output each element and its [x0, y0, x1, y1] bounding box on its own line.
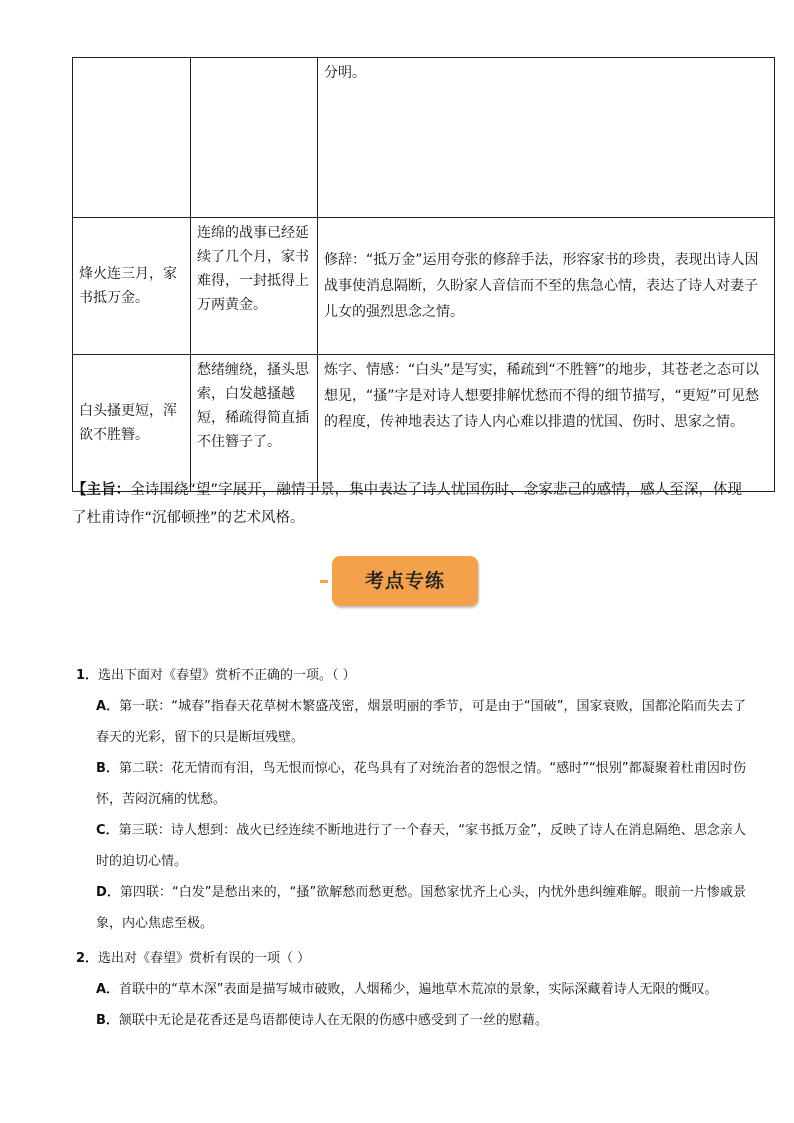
table-cell-analysis: 分明。	[318, 58, 775, 218]
option-text: 颔联中无论是花香还是鸟语都使诗人在无限的伤感中感受到了一丝的慰藉。	[118, 1013, 548, 1028]
table-row	[73, 58, 775, 218]
question-text: 选出下面对《春望》赏析不正确的一项。（ ）	[98, 668, 356, 683]
table-cell-line	[73, 58, 191, 218]
poem-analysis-table	[72, 57, 775, 492]
option-letter: A．	[96, 699, 120, 714]
option-text: 首联中的“草木深”表面是描写城市破败，人烟稀少，遍地草木荒凉的景象，实际深藏着诗人无限的慨叹。	[119, 982, 718, 997]
table-cell-line: 烽火连三月，家书抵万金。	[73, 218, 191, 355]
question-1	[76, 660, 746, 939]
option-letter: A．	[96, 982, 120, 997]
question-number: 1．	[76, 668, 99, 683]
question-text: 选出对《春望》赏析有误的一项（ ）	[98, 951, 311, 966]
theme-label: 【主旨：	[72, 482, 131, 498]
question-stem	[76, 660, 746, 691]
option-letter: C．	[96, 823, 119, 838]
option-letter: D．	[96, 885, 120, 900]
option-text: 第二联：花无情而有泪，鸟无恨而惊心，花鸟具有了对统治者的怨恨之情。“感时”“恨别”都凝聚着杜甫因时伤怀，苦闷沉痛的忧愁。	[96, 761, 746, 807]
option-letter: B．	[96, 1013, 119, 1028]
option-a	[76, 691, 746, 753]
section-badge-label: 考点专练	[332, 556, 478, 606]
option-text: 第一联：“城春”指春天花草树木繁盛茂密，烟景明丽的季节，可是由于“国破”，国家衰败，国都沦陷而失去了春天的光彩，留下的只是断垣残壁。	[96, 699, 746, 745]
theme-text: 全诗围绕“望”字展开，融情于景，集中表达了诗人忧国伤时、念家悲己的感情，感人至深，体现了杜甫诗作“沉郁顿挫”的艺术风格。	[72, 482, 742, 526]
option-d	[76, 877, 746, 939]
theme-paragraph	[72, 476, 742, 532]
option-b	[76, 1005, 746, 1036]
table-cell-translation	[191, 58, 318, 218]
table-cell-analysis: 修辞：“抵万金”运用夸张的修辞手法，形容家书的珍贵，表现出诗人因战事使消息隔断，久盼家人音信而不至的焦急心情，表达了诗人对妻子儿女的强烈思念之情。	[318, 218, 775, 355]
question-number: 2．	[76, 951, 99, 966]
section-badge	[332, 556, 478, 606]
table-cell-translation: 连绵的战事已经延续了几个月，家书难得，一封抵得上万两黄金。	[191, 218, 318, 355]
option-a	[76, 974, 746, 1005]
question-stem	[76, 943, 746, 974]
table-cell-translation: 愁绪缠绕，搔头思索，白发越搔越短，稀疏得简直插不住簪子了。	[191, 355, 318, 492]
question-2	[76, 943, 746, 1036]
option-text: 第三联：诗人想到：战火已经连续不断地进行了一个春天，“家书抵万金”，反映了诗人在消息隔绝、思念亲人时的迫切心情。	[96, 823, 746, 869]
option-letter: B．	[96, 761, 119, 776]
table-cell-analysis: 炼字、情感：“白头”是写实，稀疏到“不胜簪”的地步，其苍老之态可以想见，“搔”字是对诗人想要排解忧愁而不得的细节描写，“更短”可见愁的程度，传神地表达了诗人内心难以排遣的忧国、伤时、思家之情。	[318, 355, 775, 492]
badge-accent-dash	[320, 580, 328, 583]
table-cell-line: 白头搔更短，浑欲不胜簪。	[73, 355, 191, 492]
option-c	[76, 815, 746, 877]
table-row	[73, 355, 775, 492]
table-row	[73, 218, 775, 355]
option-b	[76, 753, 746, 815]
option-text: 第四联：“白发”是愁出来的，“搔”欲解愁而愁更愁。国愁家忧齐上心头，内忧外患纠缠难解。眼前一片惨戚景象，内心焦虑至极。	[96, 885, 746, 931]
